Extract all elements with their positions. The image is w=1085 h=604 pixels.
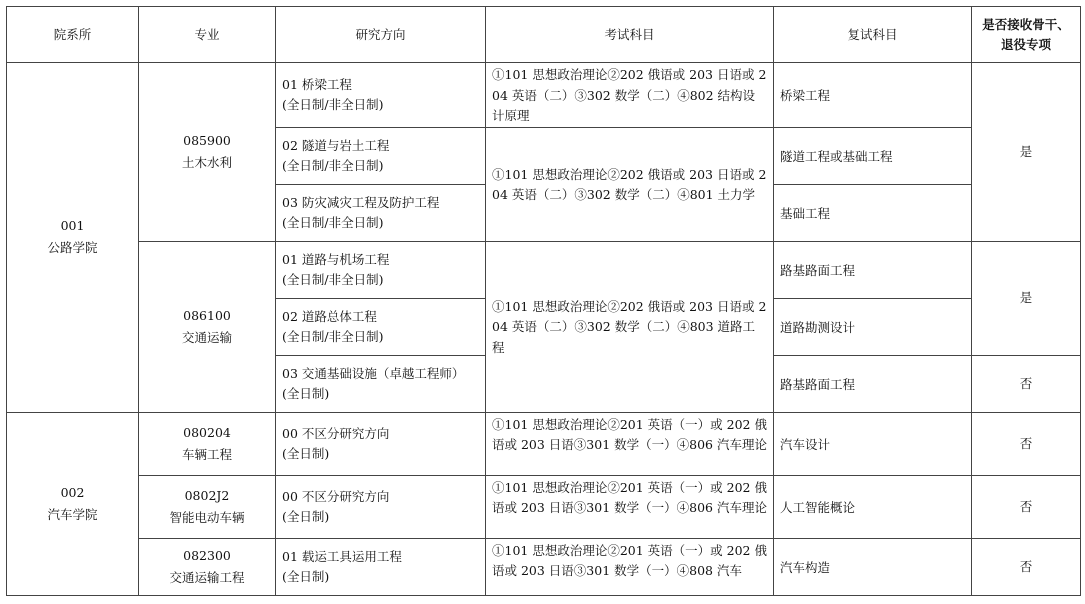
dept-code: 002	[60, 484, 85, 500]
exam-cell	[486, 538, 774, 595]
major-cell	[139, 241, 276, 412]
table-row	[7, 241, 1081, 298]
direction-mode: (全日制)	[282, 568, 330, 584]
header-direction: 研究方向	[276, 7, 486, 63]
major-code: 0802J2	[184, 487, 230, 503]
major-code: 080204	[183, 424, 231, 440]
major-code: 082300	[183, 547, 231, 563]
direction-mode: (全日制)	[282, 385, 330, 401]
exam-cell	[486, 63, 774, 128]
exam-text: ①101 思想政治理论②201 英语（一）或 202 俄语或 203 日语③301 数学（一）④808 汽车	[492, 542, 767, 578]
veteran-cell: 否	[972, 412, 1081, 475]
major-name: 交通运输	[181, 329, 232, 345]
direction-cell	[276, 355, 486, 412]
direction-cell	[276, 63, 486, 128]
major-name: 土木水利	[181, 154, 232, 170]
major-cell	[139, 538, 276, 595]
header-retest: 复试科目	[774, 7, 972, 63]
direction-cell	[276, 412, 486, 475]
direction-cell	[276, 538, 486, 595]
veteran-cell: 否	[972, 355, 1081, 412]
veteran-cell: 是	[972, 241, 1081, 355]
major-code: 085900	[183, 132, 231, 148]
exam-cell	[486, 241, 774, 412]
major-cell	[139, 412, 276, 475]
retest-cell: 路基路面工程	[774, 355, 972, 412]
retest-cell: 汽车设计	[774, 412, 972, 475]
direction-name: 01 桥梁工程	[282, 76, 352, 92]
direction-name: 03 防灾减灾工程及防护工程	[282, 194, 440, 210]
exam-text: ①101 思想政治理论②202 俄语或 203 日语或 204 英语（二）③302 数学（二）④802 结构设计原理	[492, 67, 767, 123]
header-veteran-line2: 退役专项	[1000, 36, 1051, 52]
header-veteran-line1: 是否接收骨干、	[982, 16, 1070, 32]
retest-cell: 路基路面工程	[774, 241, 972, 298]
dept-name: 汽车学院	[47, 506, 98, 522]
header-dept: 院系所	[7, 7, 139, 63]
dept-name: 公路学院	[47, 240, 98, 256]
admissions-table	[6, 6, 1081, 596]
direction-cell	[276, 298, 486, 355]
direction-name: 03 交通基础设施（卓越工程师）	[282, 365, 465, 381]
veteran-cell: 否	[972, 475, 1081, 538]
table-row	[7, 538, 1081, 595]
exam-cell	[486, 412, 774, 475]
major-cell	[139, 475, 276, 538]
retest-cell: 基础工程	[774, 184, 972, 241]
direction-cell	[276, 475, 486, 538]
direction-mode: (全日制)	[282, 445, 330, 461]
direction-mode: (全日制/非全日制)	[282, 271, 384, 287]
dept-code: 001	[60, 218, 85, 234]
retest-cell: 人工智能概论	[774, 475, 972, 538]
direction-name: 02 隧道与岩土工程	[282, 137, 390, 153]
direction-name: 02 道路总体工程	[282, 308, 377, 324]
major-cell	[139, 63, 276, 242]
retest-cell: 桥梁工程	[774, 63, 972, 128]
veteran-cell: 否	[972, 538, 1081, 595]
header-major: 专业	[139, 7, 276, 63]
retest-cell: 汽车构造	[774, 538, 972, 595]
exam-cell	[486, 475, 774, 538]
exam-cell	[486, 127, 774, 241]
direction-name: 00 不区分研究方向	[282, 425, 390, 441]
direction-mode: (全日制/非全日制)	[282, 214, 384, 230]
table-row	[7, 475, 1081, 538]
header-exam: 考试科目	[486, 7, 774, 63]
exam-text: ①101 思想政治理论②201 英语（一）或 202 俄语或 203 日语③301 数学（一）④806 汽车理论	[492, 416, 767, 452]
major-name: 智能电动车辆	[169, 509, 245, 525]
direction-mode: (全日制/非全日制)	[282, 157, 384, 173]
retest-cell: 隧道工程或基础工程	[774, 127, 972, 184]
direction-name: 00 不区分研究方向	[282, 488, 390, 504]
direction-cell	[276, 241, 486, 298]
direction-name: 01 载运工具运用工程	[282, 548, 402, 564]
direction-cell	[276, 127, 486, 184]
exam-text: ①101 思想政治理论②202 俄语或 203 日语或 204 英语（二）③302 数学（二）④801 土力学	[492, 166, 767, 202]
table-row	[7, 412, 1081, 475]
veteran-cell: 是	[972, 63, 1081, 242]
major-name: 交通运输工程	[169, 569, 245, 585]
table-header-row	[7, 7, 1081, 63]
direction-mode: (全日制/非全日制)	[282, 96, 384, 112]
header-veteran	[972, 7, 1081, 63]
table-row	[7, 63, 1081, 128]
direction-name: 01 道路与机场工程	[282, 251, 390, 267]
dept-cell	[7, 412, 139, 595]
dept-cell	[7, 63, 139, 413]
exam-text: ①101 思想政治理论②201 英语（一）或 202 俄语或 203 日语③301 数学（一）④806 汽车理论	[492, 479, 767, 515]
major-code: 086100	[183, 307, 231, 323]
retest-cell: 道路勘测设计	[774, 298, 972, 355]
direction-cell	[276, 184, 486, 241]
exam-text: ①101 思想政治理论②202 俄语或 203 日语或 204 英语（二）③302 数学（二）④803 道路工程	[492, 298, 767, 355]
major-name: 车辆工程	[181, 446, 232, 462]
direction-mode: (全日制)	[282, 508, 330, 524]
direction-mode: (全日制/非全日制)	[282, 328, 384, 344]
